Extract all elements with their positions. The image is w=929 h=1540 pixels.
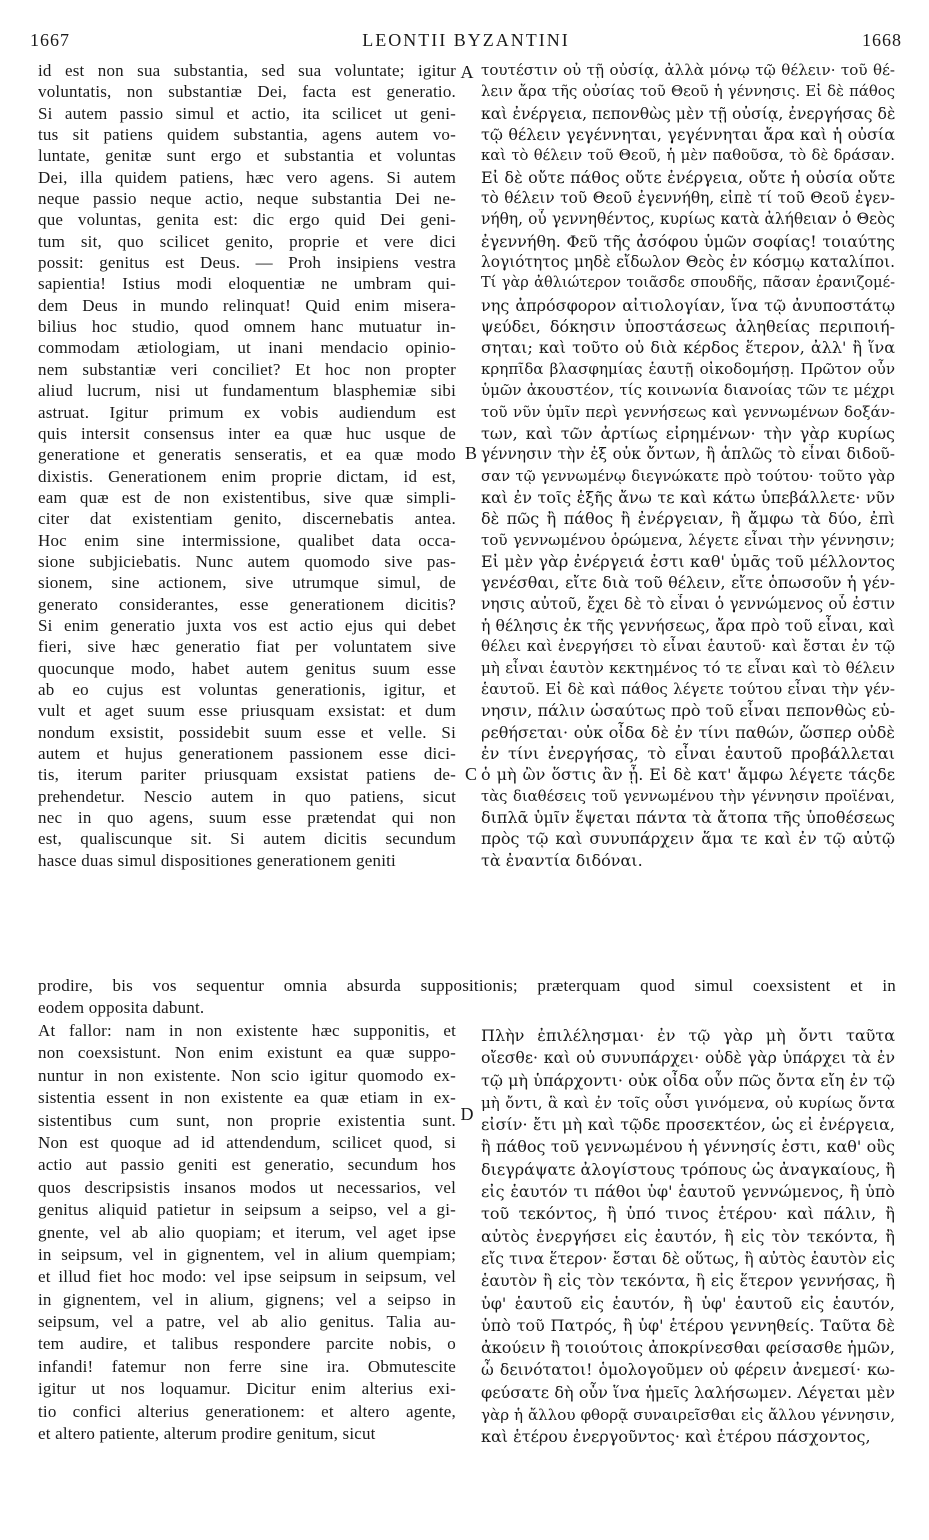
text-line: prehendetur. Nescio autem in quo patiens, sicut [38, 786, 456, 806]
page-number-left: 1667 [30, 30, 70, 50]
text-line: quocunque modo, habet autem genitus suum esse [38, 658, 456, 678]
text-line: σαν τῷ γεννωμένῳ διεγνώκατε πρὸ τούτου· τοῦτο γὰρ [481, 467, 895, 485]
page-header [30, 30, 902, 56]
text-line: ρεθήσεται· οὐκ οἶδα δὲ ἐν τίνι παθών, ὥσπερ οὐδὲ [481, 722, 895, 742]
text-line: ἐν τίνι ἐνεργήσας, τὸ εἶναι ἑαυτοῦ προβάλλεται [481, 744, 895, 763]
text-line: fieri, sive hæc generatio fiat per voluntatem sive [38, 637, 456, 657]
text-line: γὰρ ἡ ἄλλου φθορᾷ συναιρεῖσθαι εἰς ἄλλου γέννησιν, [481, 1406, 895, 1425]
text-line: nondum exsistit, possidebit suum esse et velle. Si [38, 722, 456, 742]
text-line: διεγράψατε ἀλογίστους τρόπους ὡς ἀναγκαίους, ἢ [481, 1159, 895, 1179]
text-line: ὦ δεινότατοι! ὁμολογοῦμεν οὐ φέρειν ἀνεμεσί· κω- [481, 1360, 895, 1380]
text-line: sistentia essent in non existente ea quæ etiam in ex- [38, 1088, 456, 1108]
text-line: καὶ τὸ θέλειν τοῦ Θεοῦ, ἡ μὲν παθοῦσα, τὸ δὲ δράσαν. [481, 147, 895, 165]
text-line: Hoc enim sine intermissione, qualibet data occa- [38, 530, 456, 550]
text-line: possit: genitus est Deus. — Proh insipiens vestra [38, 253, 456, 273]
text-line: luntate, genitæ sunt ergo et substantia et voluntas [38, 146, 456, 166]
text-line: γενέσθαι, εἴτε διὰ τοῦ θέλειν, εἴτε ὁπωσοῦν ἡ γέν- [481, 573, 895, 593]
text-line: ἢ πάθος τοῦ γεννωμένου ἡ γέννησίς ἐστι, καθ' οὓς [481, 1137, 895, 1157]
latin-column-top [38, 60, 456, 871]
text-line: prodire, bis vos sequentur omnia absurda suppositionis; præterquam quod simul coexsistent et in [38, 976, 896, 995]
text-line: eodem opposita dabunt. [38, 998, 205, 1017]
margin-marker-c: C [464, 764, 477, 784]
text-line: ψεύδει, δόκησιν ὑποστάσεως ἀληθείας περιποιή- [481, 317, 895, 337]
text-line: commodam ætiologiam, ut inani mendacio opinio- [38, 338, 456, 358]
text-line: nem substantiæ veri conciliet? Et hoc non propter [38, 359, 456, 379]
text-line: infandi! fatemur non ferre sine ira. Obmutescite [38, 1356, 456, 1376]
text-line: id est non sua substantia, sed sua voluntate; igitur [38, 61, 456, 80]
text-line: tum sit, quo scilicet genito, proprie et vere dici [38, 231, 456, 251]
text-line: dixistis. Generationem enim proprie dictam, id est, [38, 466, 456, 486]
text-line: Πλὴν ἐπιλέλησμαι· ἐν τῷ γὰρ μὴ ὄντι ταῦτα [481, 1026, 895, 1045]
text-line: in gignentem, vel in alium, gignens; vel a seipso in [38, 1289, 456, 1309]
text-line: τὸ θέλειν τοῦ Θεοῦ ἐγεννήθη, εἰπὲ τί τοῦ Θεοῦ ἐγεν- [481, 189, 895, 208]
greek-column-top [481, 60, 895, 871]
text-line: λειν ἄρα τῆς οὐσίας τοῦ Θεοῦ ἡ γέννησις. Εἰ δὲ πάθος [481, 83, 895, 101]
text-line: astruat. Igitur primum ex vobis audiendum est [38, 402, 456, 422]
text-line: λογιότητος μηδὲ εἴδωλον Θεὸς ἐν κόσμῳ καταλίποι. [481, 253, 895, 272]
text-line: hasce duas simul dispositiones generationem geniti [38, 850, 396, 870]
text-line: quos descripsistis insanos modos ut necessarios, vel [38, 1177, 456, 1197]
text-line: ἐγεννήθη. Φεῦ τῆς ἀσόφου ὑμῶν σοφίας! τοιαύτης [481, 231, 895, 251]
text-line: τὰς διαθέσεις τοῦ γεννωμένου τὴν γέννησιν προϊέναι, [481, 787, 895, 805]
text-line: bilius hoc studio, quod omnem hanc mutuatur in- [38, 317, 456, 337]
text-line: δὲ πῶς ἢ πάθος ἢ ἐνέργειαν, ἢ ἄμφω τὰ δύο, ἐπὶ [481, 509, 895, 529]
text-line: voluntatis, non substantiæ Dei, facta est generatio. [38, 82, 456, 102]
text-line: τῷ θέλειν γεγέννηται, γεγέννηται ἄρα καὶ ἡ οὐσία [481, 125, 895, 145]
text-line: nec in quo agens, suum esse prætendat qui non [38, 808, 456, 828]
text-line: At fallor: nam in non existente hæc supponitis, et [38, 1021, 456, 1040]
text-line: et altero patiente, alterum prodire genitum, sicut [38, 1424, 376, 1444]
text-line: νησις αὐτοῦ, ἔχει δὲ τὸ εἶναι ὁ γεννώμενος οὗ ἐστιν [481, 594, 895, 613]
text-line: ὑφ' ἑαυτοῦ εἰς ἑαυτόν, ἢ ὑφ' ἑαυτοῦ εἰς ἑαυτόν, [481, 1293, 895, 1313]
text-line: Εἰ μὲν γὰρ ἐνέργειά ἐστι καθ' ὑμᾶς τοῦ μέλλοντος [481, 551, 895, 571]
text-line: εἴς τινα ἕτερον· ἔσται δὲ οὕτως, ἢ αὐτὸς ἑαυτὸν εἰς [481, 1248, 895, 1268]
text-line: igitur ut nos loquamur. Dicitur enim alterius exi- [38, 1379, 456, 1399]
text-line: ἑαυτοῦ. Εἰ δὲ καὶ πάθος λέγετε τούτου εἶναι τὴν γέν- [481, 679, 895, 698]
text-line: Si autem passio simul et actio, ita scilicet ut geni- [38, 103, 456, 123]
text-line: ὑμῶν ἀκουστέον, τίς κοινωνία διανοίας τῶν τε μέχρι [481, 381, 895, 400]
text-line: καὶ ἑτέρου ἐνεργοῦντος· καὶ ἑτέρου πάσχοντος, [481, 1427, 871, 1447]
text-line: sapientia! Istius modi eloquentiæ ne umbram qui- [38, 274, 456, 294]
text-line: τοῦ γεννωμένου ὁρώμενα, λέγετε εἶναι τὴν γέννησιν; [481, 530, 895, 549]
running-title: LEONTII BYZANTINI [362, 30, 570, 50]
text-line: γέννησιν τὴν ἐξ οὐκ ὄντων, ἢ ἁπλῶς τὸ εἶναι διδοῦ- [481, 445, 895, 464]
page-number-right: 1668 [862, 30, 902, 50]
text-line: σηται; καὶ τοῦτο οὐ διὰ κέρδος ἕτερον, ἀλλ' ἢ ἵνα [481, 338, 895, 358]
text-line: dem Deus in mundo relinquat! Quid enim misera- [38, 295, 456, 315]
margin-marker-a: A [460, 62, 474, 82]
text-line: μὴ εἶναι ἑαυτὸν κεκτημένος τό τε εἶναι καὶ τὸ θέλειν [481, 658, 895, 677]
text-line: μὴ ὄντι, ἃ καὶ ἐν τοῖς οὖσι γινόμενα, οὐ κυρίως ὄντα [481, 1093, 895, 1112]
text-line: seipsum, vel a patre, vel ab alio genitus. Talia au- [38, 1312, 456, 1332]
text-line: εἰσίν· ἔτι μὴ καὶ τῷδε προσεκτέον, ὡς εἰ ἐνέργεια, [481, 1115, 895, 1135]
text-line: εἰς ἑαυτόν τι πάθοι ὑφ' ἑαυτοῦ γεννώμενος, ἢ ὑπὸ [481, 1182, 895, 1202]
text-line: διπλᾶ ὑμῖν ἕψεται πάντα τὰ ἄτοπα τῆς ὑποθέσεως [481, 808, 895, 828]
text-line: generatione et generatis senseratis, et ea quæ modo [38, 445, 456, 465]
text-line: ὑπὸ τοῦ Πατρός, ἢ ὑφ' ἑτέρου γεννηθείς. Ταῦτα δὲ [481, 1315, 895, 1335]
text-line: nuntur in non existente. Non scio igitur quomodo ex- [38, 1065, 456, 1085]
text-line: Dei, illa quidem patiens, hæc vero agens. Si autem [38, 167, 456, 187]
text-line: νήθη, οὗ γεννηθέντος, κυρίως κατὰ ἀλήθειαν ὁ Θεὸς [481, 210, 895, 229]
text-line: neque passio neque actio, neque substantia Dei ne- [38, 189, 456, 209]
text-line: ἀκούειν ἢ τοιούτοις ἀποκρίνεσθαι φείσασθε ἡμῶν, [481, 1338, 895, 1358]
margin-marker-d: D [460, 1104, 474, 1124]
text-line: τουτέστιν οὐ τῇ οὐσίᾳ, ἀλλὰ μόνῳ τῷ θέλειν· τοῦ θέ- [481, 61, 895, 79]
latin-column-bottom [38, 1020, 456, 1445]
text-line: gnente, vel ab alio quopiam; et iterum, vel aget ipse [38, 1222, 456, 1242]
text-line: ὁ μὴ ὢν ὅστις ἂν ᾖ. Εἰ δὲ κατ' ἄμφω λέγετε τάςδε [481, 765, 895, 785]
text-line: est, qualiscunque sit. Si autem dicitis secundum [38, 829, 456, 849]
text-line: vult et aget suum esse priusquam exsistat: et dum [38, 701, 456, 721]
text-line: autem et hujus generationem passionem esse dici- [38, 744, 456, 763]
text-line: in seipsum, vel in gignentem, vel in alium quempiam; [38, 1244, 456, 1264]
text-line: que voluntas, genita est: dic ergo quid Dei geni- [38, 210, 456, 230]
text-line: Τί γὰρ ἀθλιώτερον τοιᾶσδε σπουδῆς, πᾶσαν ἐρανιζομέ- [481, 275, 895, 292]
text-line: κρηπῖδα βλασφημίας ἑαυτῇ οἰκοδομήσῃ. Πρῶτον οὖν [481, 359, 895, 378]
text-line: et illud fiet hoc modo: vel ipse seipsum in seipsum, vel [38, 1267, 456, 1287]
text-line: νης ἀπρόσφορον αἰτιολογίαν, ἵνα τῷ ἀνυποστάτῳ [481, 295, 895, 315]
margin-marker-b: B [464, 443, 477, 463]
text-line: quis intersit consensus inter ea quæ huc usque de [38, 423, 456, 443]
text-line: τοῦ τεκόντος, ἢ ὑπό τινος ἑτέρου· καὶ πάλιν, ἢ [481, 1204, 895, 1224]
text-line: ἑαυτὸν ἢ εἰς τὸν τεκόντα, ἢ εἰς ἕτερον γεννήσας, ἢ [481, 1271, 895, 1291]
text-line: Non est quoque ad id attendendum, scilicet quod, si [38, 1132, 456, 1152]
text-line: genitus aliquid patietur in seipsum a seipso, vel a gi- [38, 1200, 456, 1220]
text-line: sistentibus cum sunt, non proprie existentia sunt. [38, 1110, 456, 1130]
text-line: τῷ μὴ ὑπάρχοντι· οὐκ οἶδα οὖν πῶς ὄντα εἴη ἐν τῷ [481, 1070, 895, 1090]
text-line: αὐτὸς ἐνεργήσει εἰς ἑαυτόν, ἢ εἰς τὸν τεκόντα, ἢ [481, 1226, 895, 1246]
text-line: ab eo cujus est voluntas generationis, igitur, et [38, 679, 456, 699]
text-line: sione subjiciebatis. Nunc autem quomodo sive pas- [38, 551, 456, 571]
text-line: Si enim generatio juxta vos est actio ejus qui debet [38, 615, 456, 635]
text-line: non coexsistunt. Non enim existunt ea quæ suppo- [38, 1043, 456, 1063]
text-line: ἡ θέλησις ἐκ τῆς γεννήσεως, ἄρα πρὸ τοῦ εἶναι, καὶ [481, 615, 895, 635]
text-line: tis, iterum pariter priusquam exsistat patiens de- [38, 765, 456, 785]
text-line: οἴεσθε· καὶ οὐ συνυπάρχει· οὐδὲ γὰρ ὑπάρχει τὰ ἐν [481, 1048, 895, 1068]
text-line: tus sit patiens quidem substantia, agens autem vo- [38, 125, 456, 145]
text-line: τοῦ νῦν ὑμῖν περὶ γεννήσεως καὶ γεννωμένων δοξάν- [481, 402, 895, 421]
text-line: καὶ ἐνέργεια, πεπονθὼς μὲν τῇ οὐσίᾳ, ἐνεργήσας δὲ [481, 103, 895, 123]
text-line: tio confici alterius generationem: et altero agente, [38, 1401, 456, 1421]
text-line: τὰ ἐναντία διδόναι. [481, 850, 643, 870]
text-line: φεύσατε δὴ οὖν ἵνα ἡμεῖς λαλήσωμεν. Λέγεται μὲν [481, 1382, 895, 1402]
latin-full-width-text [38, 975, 896, 1019]
greek-column-bottom [481, 1025, 895, 1449]
text-line: aliud lucrum, nisi ut fundamentum blasphemiæ sibi [38, 381, 456, 401]
text-line: καὶ ἐν τοῖς ἑξῆς ἄνω τε καὶ κάτω ὑπεβάλλετε· νῦν [481, 487, 895, 507]
text-line: πρὸς τῷ καὶ συνυπάρχειν ἅμα τε καὶ ἐν τῷ αὐτῷ [481, 829, 895, 849]
text-line: generato considerantes, esse generationem dicitis? [38, 594, 456, 614]
text-line: Εἰ δὲ οὔτε πάθος οὔτε ἐνέργεια, οὔτε ἡ οὐσία οὔτε [481, 167, 895, 187]
text-line: eam quæ est de non existentibus, sive quæ simpli- [38, 487, 456, 507]
text-line: citer dat existentiam genito, discernebatis antea. [38, 509, 456, 529]
text-line: θέλει καὶ ἐνεργήσει τὸ εἶναι ἑαυτοῦ· καὶ ἔσται ἐν τῷ [481, 637, 895, 656]
text-line: sionem, sine actionem, sive utrumque simul, de [38, 573, 456, 593]
text-line: των, καὶ τῶν ἀρτίως εἰρημένων· τὴν γὰρ κυρίως [481, 423, 895, 443]
text-line: νησιν, πάλιν ὡσαύτως πρὸ τοῦ εἶναι πεπονθὼς εὑ- [481, 701, 895, 721]
text-line: tem audire, et talibus respondere parcite nobis, o [38, 1334, 456, 1354]
text-line: actio aut passio geniti est generatio, secundum hos [38, 1155, 456, 1175]
